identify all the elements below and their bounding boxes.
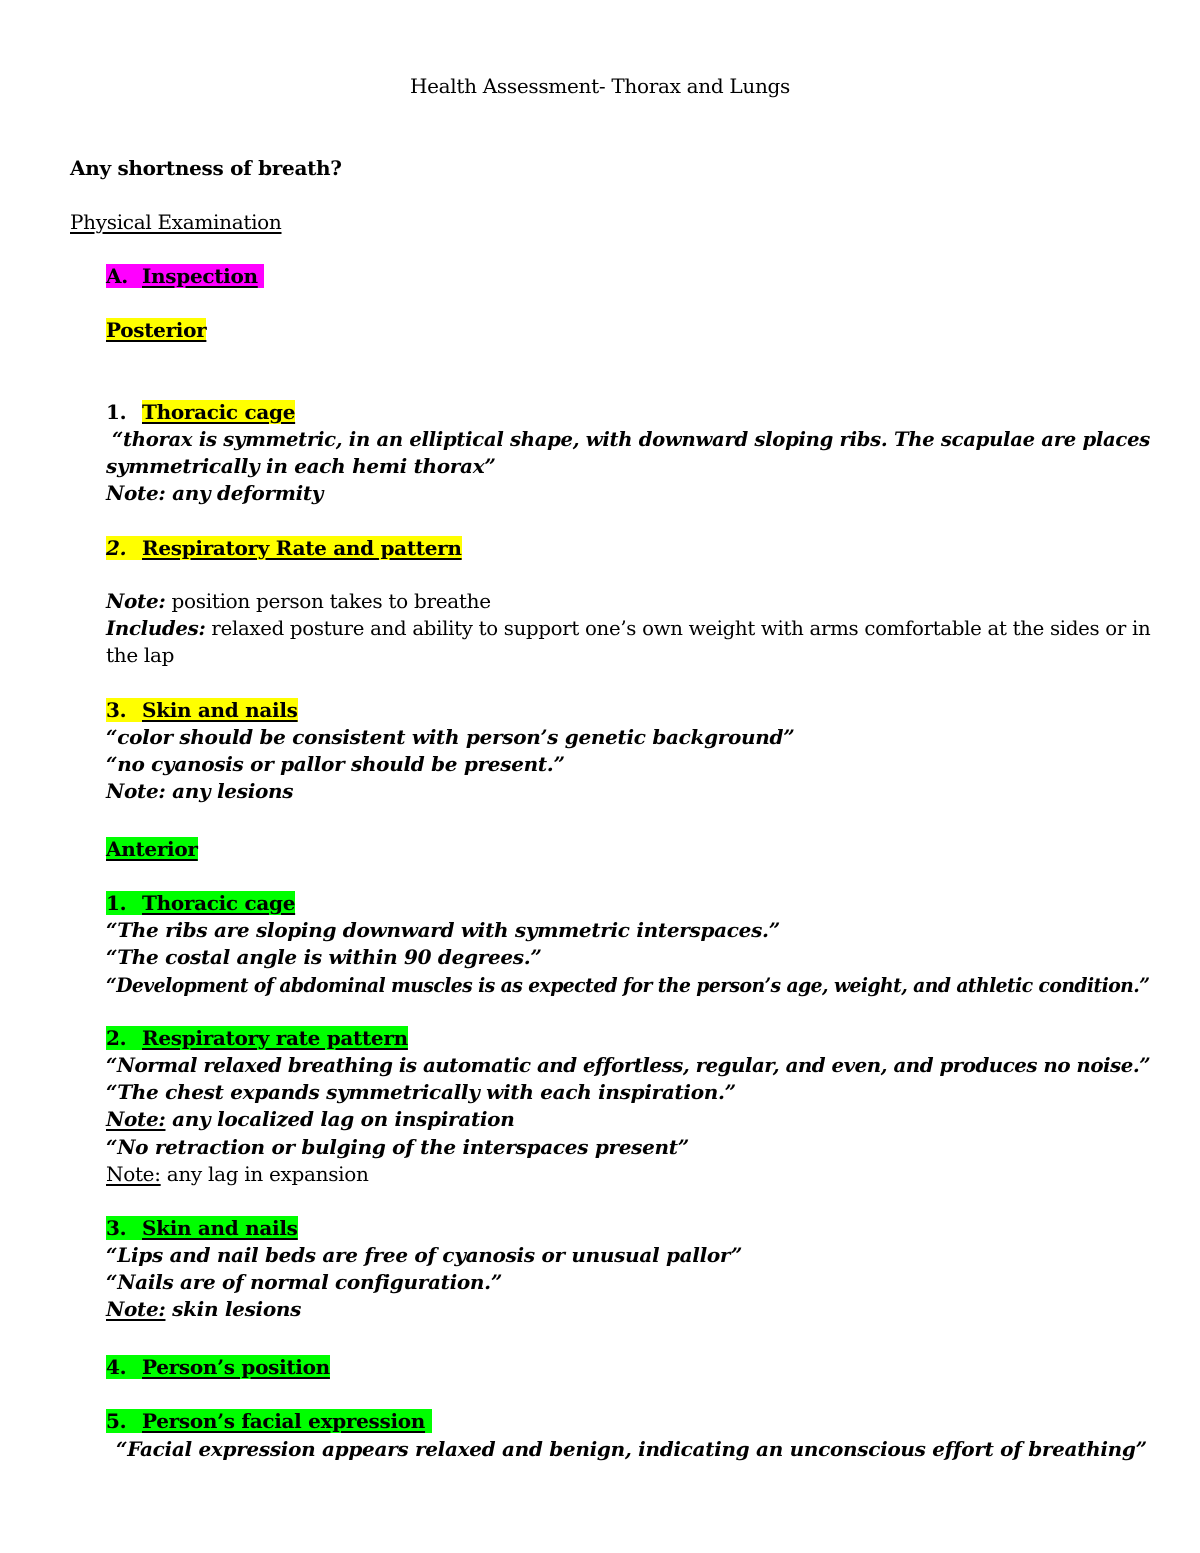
anterior-item1-label: Thoracic cage — [142, 891, 296, 915]
anterior-item4-heading — [106, 1354, 330, 1380]
anterior-heading — [106, 836, 198, 862]
anterior-item3-num: 3. — [106, 1216, 127, 1240]
posterior-item2-note-text: position person takes to breathe — [165, 589, 491, 613]
anterior-item1-line3: “Development of abdominal muscles is as expected for the person’s age, weight, and athletic condition.” — [106, 973, 1150, 997]
anterior-item4-num: 4. — [106, 1355, 127, 1379]
posterior-item2-includes-line2: the lap — [106, 643, 175, 667]
anterior-item2-num: 2. — [106, 1026, 127, 1050]
anterior-item2-note1-label: Note: — [106, 1107, 166, 1131]
posterior-item1-quote-line2: symmetrically in each hemi thorax” — [106, 454, 496, 478]
posterior-item3-num: 3. — [106, 698, 127, 722]
inspection-letter: A. — [106, 264, 128, 288]
anterior-item5-label: Person’s facial expression — [142, 1409, 426, 1433]
anterior-item3-note-text: skin lesions — [165, 1297, 302, 1321]
anterior-item3-line2: “Nails are of normal configuration.” — [106, 1270, 503, 1294]
posterior-item2-heading — [106, 535, 462, 561]
anterior-item4-label: Person’s position — [142, 1355, 330, 1379]
posterior-item2-note — [106, 588, 491, 614]
posterior-item2-includes-label: Includes: — [106, 616, 206, 640]
inspection-heading — [106, 263, 264, 289]
posterior-item1-note: Note: any deformity — [106, 481, 324, 505]
anterior-item2-line2: “The chest expands symmetrically with each inspiration.” — [106, 1080, 736, 1104]
posterior-item2-label: Respiratory Rate and pattern — [142, 536, 462, 560]
anterior-item2-line1: “Normal relaxed breathing is automatic and effortless, regular, and even, and produces no noise.” — [106, 1053, 1151, 1077]
posterior-item2-note-label: Note: — [106, 589, 166, 613]
anterior-item2-line3: “No retraction or bulging of the interspaces present” — [106, 1135, 689, 1159]
posterior-item2-includes-text: relaxed posture and ability to support one’s own weight with arms comfortable at the sides or in — [205, 616, 1151, 640]
posterior-item1-quote-line1: “thorax is symmetric, in an elliptical shape, with downward sloping ribs. The scapulae are places — [112, 427, 1150, 451]
anterior-item5-line1: “Facial expression appears relaxed and benign, indicating an unconscious effort of breathing” — [116, 1437, 1147, 1461]
anterior-item1-line2: “The costal angle is within 90 degrees.” — [106, 945, 542, 969]
posterior-item1-num: 1. — [106, 400, 127, 424]
question-text: Any shortness of breath? — [70, 156, 342, 180]
anterior-item2-note1-text: any localized lag on inspiration — [165, 1107, 515, 1131]
posterior-item2-includes — [106, 615, 1150, 641]
anterior-item5-heading — [106, 1408, 432, 1434]
anterior-item3-note — [106, 1296, 301, 1322]
anterior-item2-note2 — [106, 1161, 369, 1187]
posterior-item3-note: Note: any lesions — [106, 779, 294, 803]
anterior-item2-note2-text: any lag in expansion — [160, 1162, 369, 1186]
posterior-item2-num: 2. — [106, 536, 127, 560]
posterior-item1-label: Thoracic cage — [142, 400, 296, 424]
posterior-item3-label: Skin and nails — [142, 698, 298, 722]
anterior-heading-label: Anterior — [106, 837, 198, 861]
anterior-item2-heading — [106, 1025, 408, 1051]
anterior-item3-line1: “Lips and nail beds are free of cyanosis or unusual pallor” — [106, 1243, 743, 1267]
posterior-item3-heading — [106, 697, 298, 723]
page-title: Health Assessment- Thorax and Lungs — [410, 74, 790, 98]
section-heading: Physical Examination — [70, 210, 282, 234]
anterior-item5-num: 5. — [106, 1409, 127, 1433]
posterior-item3-line1: “color should be consistent with person’s genetic background” — [106, 725, 795, 749]
anterior-item1-num: 1. — [106, 891, 127, 915]
anterior-item3-heading — [106, 1215, 298, 1241]
anterior-item3-label: Skin and nails — [142, 1216, 298, 1240]
anterior-item3-note-label: Note: — [106, 1297, 166, 1321]
anterior-item2-note1 — [106, 1106, 514, 1132]
inspection-label: Inspection — [142, 264, 258, 288]
posterior-item1-heading — [106, 399, 295, 425]
anterior-item1-line1: “The ribs are sloping downward with symmetric interspaces.” — [106, 918, 780, 942]
anterior-item1-heading — [106, 890, 295, 916]
posterior-heading — [106, 317, 206, 343]
posterior-item3-line2: “no cyanosis or pallor should be present.” — [106, 752, 565, 776]
posterior-heading-label: Posterior — [106, 318, 207, 342]
anterior-item2-label: Respiratory rate pattern — [142, 1026, 408, 1050]
anterior-item2-note2-label: Note: — [106, 1162, 161, 1186]
